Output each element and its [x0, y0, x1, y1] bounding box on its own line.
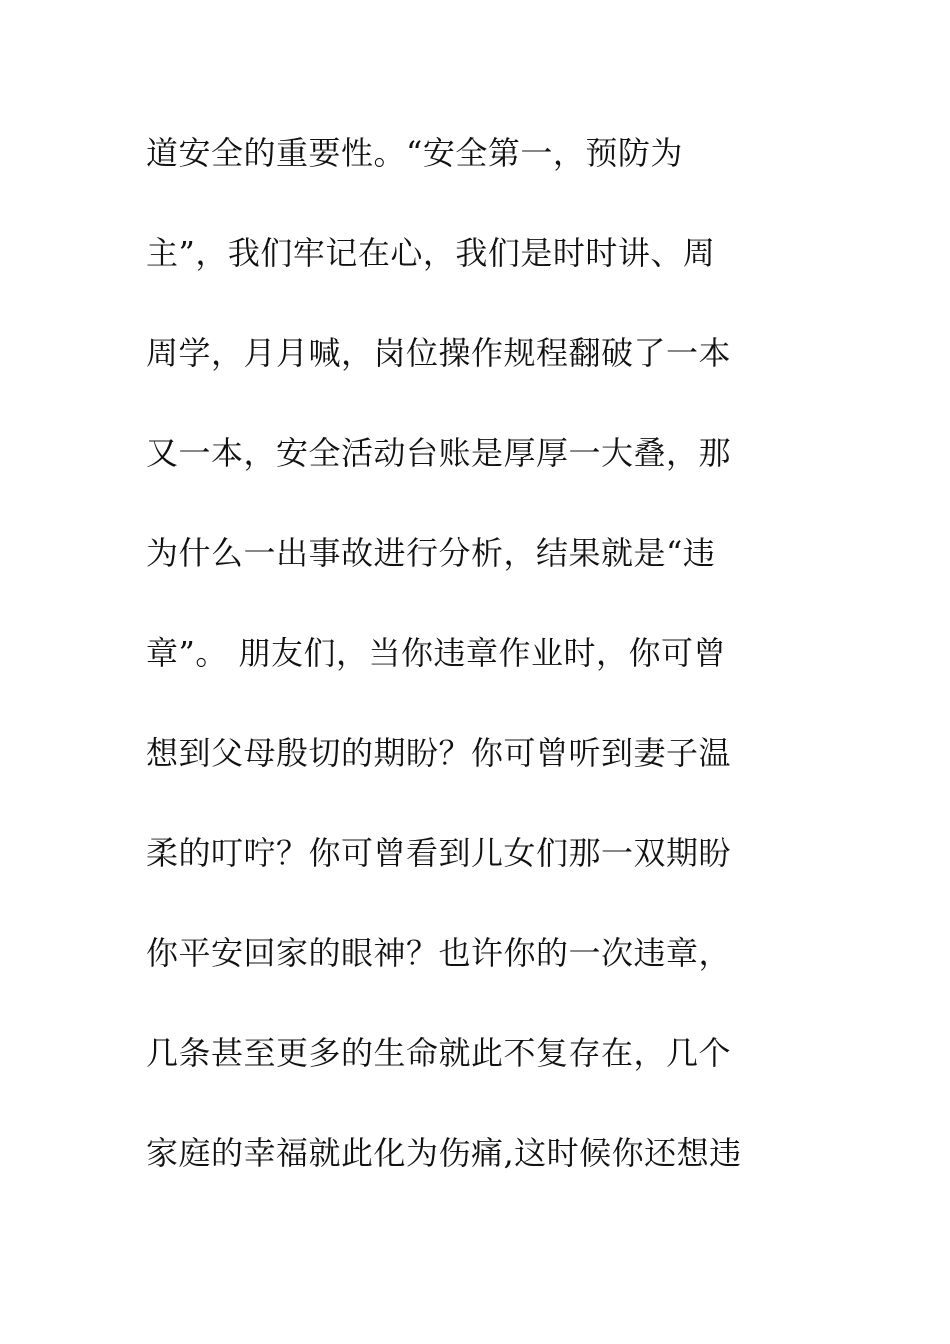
text-line: 道安全的重要性。“安全第一，预防为 — [146, 134, 683, 172]
text-line: 想到父母殷切的期盼？你可曾听到妻子温 — [146, 734, 732, 772]
text-line: 几条甚至更多的生命就此不复存在，几个 — [146, 1034, 732, 1072]
text-line: 柔的叮咛？你可曾看到儿女们那一双期盼 — [146, 834, 732, 872]
text-line: 为什么一出事故进行分析，结果就是“违 — [146, 534, 716, 572]
text-line: 周学，月月喊，岗位操作规程翻破了一本 — [146, 334, 732, 372]
text-line: 章”。 朋友们，当你违章作业时，你可曾 — [146, 634, 727, 672]
text-line: 主”，我们牢记在心，我们是时时讲、周 — [146, 234, 716, 272]
text-line: 又一本，安全活动台账是厚厚一大叠，那 — [146, 434, 732, 472]
text-line: 家庭的幸福就此化为伤痛,这时候你还想违 — [146, 1134, 742, 1172]
body-text — [146, 128, 826, 1228]
text-line: 你平安回家的眼神？也许你的一次违章， — [146, 934, 732, 972]
